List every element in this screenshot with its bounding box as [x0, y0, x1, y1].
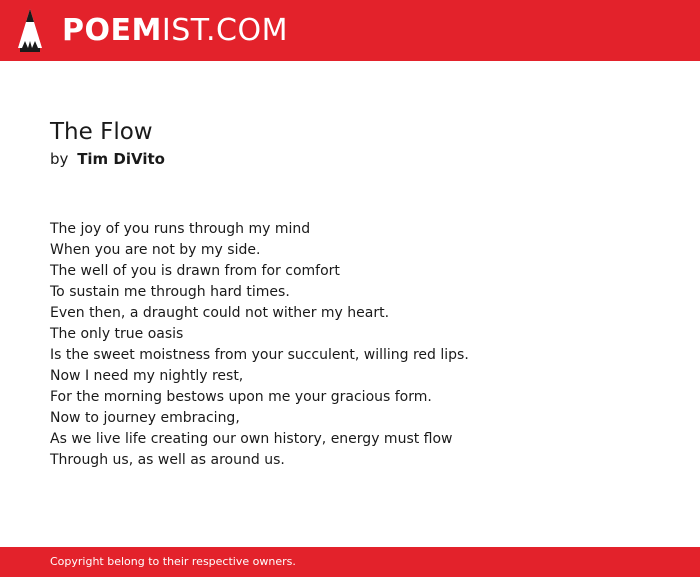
- poem-line: Is the sweet moistness from your succulent, willing red lips.: [50, 347, 469, 363]
- site-logo-text[interactable]: [62, 11, 288, 51]
- poem-line: Now to journey embracing,: [50, 410, 240, 426]
- copyright-notice: Copyright belong to their respective owners.: [50, 555, 296, 568]
- byline: [50, 149, 165, 169]
- author-name: Tim DiVito: [77, 150, 165, 168]
- poem-line: Now I need my nightly rest,: [50, 368, 244, 384]
- brand-light-part: IST.COM: [161, 13, 288, 48]
- poem-line: When you are not by my side.: [50, 242, 261, 258]
- poem-body: [50, 219, 670, 471]
- by-label: by: [50, 150, 69, 168]
- pencil-tip-icon[interactable]: [17, 8, 43, 52]
- poem-line: The well of you is drawn from for comfort: [50, 263, 340, 279]
- site-footer: [0, 547, 700, 577]
- poem-line: The only true oasis: [50, 326, 184, 342]
- site-header: [0, 0, 700, 61]
- poem-line: The joy of you runs through my mind: [50, 221, 311, 237]
- poem-line: As we live life creating our own history, energy must flow: [50, 431, 453, 447]
- poem-line: Even then, a draught could not wither my heart.: [50, 305, 390, 321]
- poem-title: The Flow: [50, 119, 153, 145]
- brand-bold-part: POEM: [62, 13, 162, 48]
- poem-line: To sustain me through hard times.: [50, 284, 290, 300]
- poem-line: For the morning bestows upon me your gracious form.: [50, 389, 432, 405]
- poem-line: Through us, as well as around us.: [50, 452, 285, 468]
